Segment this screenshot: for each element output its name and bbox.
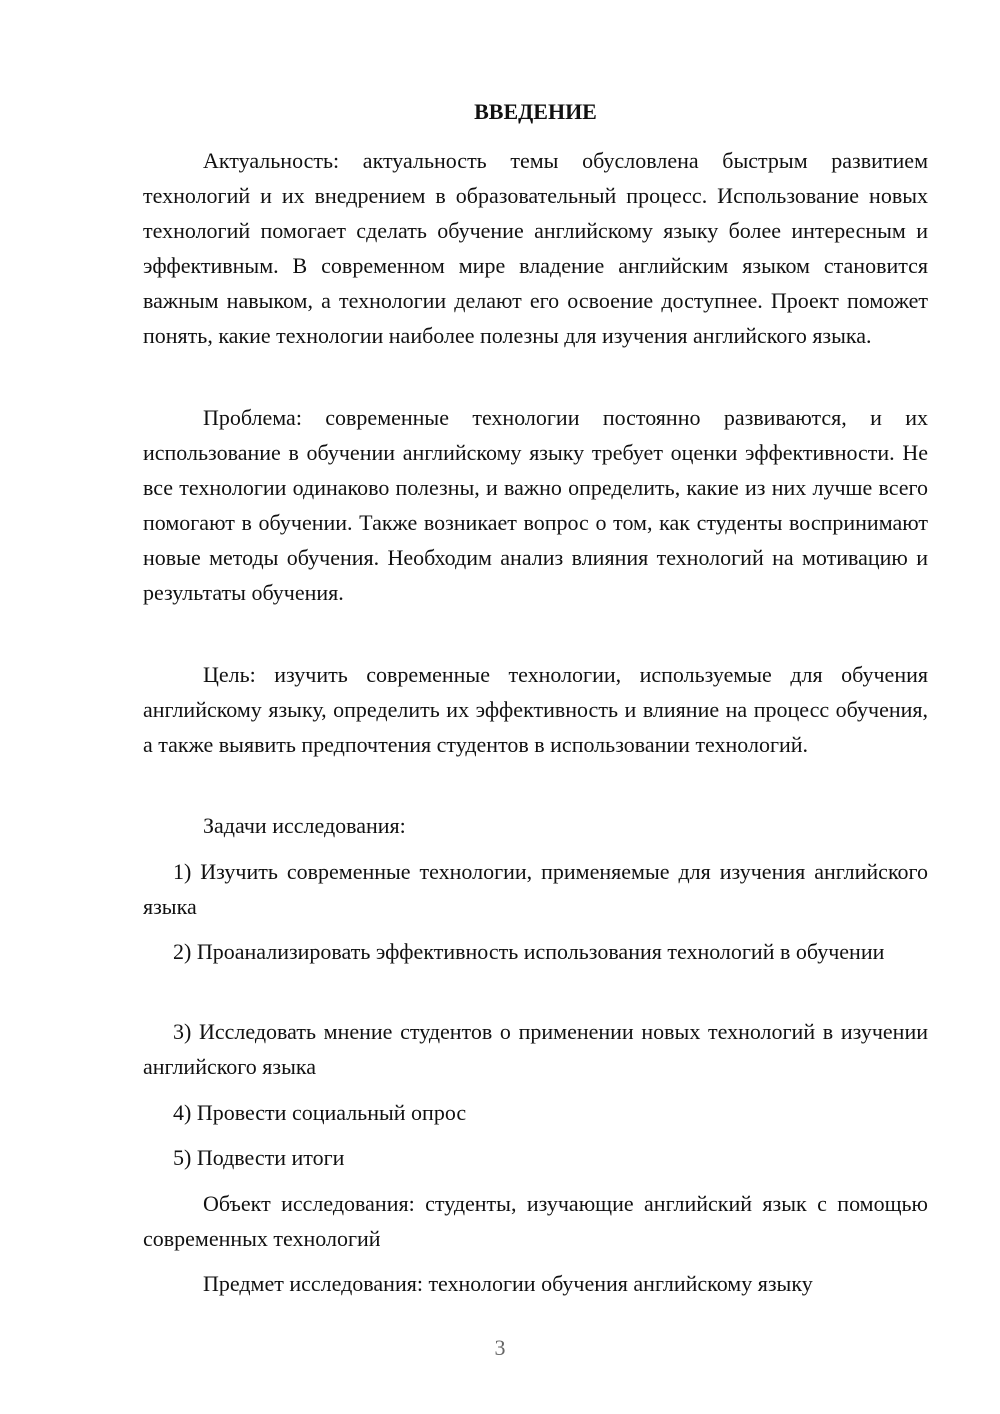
task-item-4: 4) Провести социальный опрос <box>173 1100 467 1125</box>
relevance-paragraph: Актуальность: актуальность темы обусловлена быстрым развитием технологий и их внедрением в образовательный процесс. Использование новых технологий помогает сделать обучение английскому языку более интересным и эффективным. В современном мире владение английским языком становится важным навыком, а технологии делают его освоение доступнее. Проект поможет понять, какие технологии наиболее полезны для изучения английского языка. <box>143 148 928 348</box>
task-item-2: 2) Проанализировать эффективность использования технологий в обучении <box>173 939 885 964</box>
goal-paragraph: Цель: изучить современные технологии, используемые для обучения английскому языку, определить их эффективность и влияние на процесс обучения, а также выявить предпочтения студентов в использовании технологий. <box>143 662 928 757</box>
object-paragraph: Объект исследования: студенты, изучающие английский язык с помощью современных технологий <box>143 1191 928 1251</box>
task-item-5: 5) Подвести итоги <box>173 1145 345 1170</box>
task-item-1: 1) Изучить современные технологии, применяемые для изучения английского языка <box>143 859 928 919</box>
page-title: ВВЕДЕНИЕ <box>474 99 597 124</box>
problem-paragraph: Проблема: современные технологии постоянно развиваются, и их использование в обучении английскому языку требует оценки эффективности. Не все технологии одинаково полезны, и важно определить, какие из них лучше всего помогают в обучении. Также возникает вопрос о том, как студенты воспринимают новые методы обучения. Необходим анализ влияния технологий на мотивацию и результаты обучения. <box>143 405 928 605</box>
tasks-heading: Задачи исследования: <box>203 813 406 838</box>
page-number: 3 <box>494 1335 506 1360</box>
task-item-3: 3) Исследовать мнение студентов о применении новых технологий в изучении английского языка <box>143 1019 928 1079</box>
subject-paragraph: Предмет исследования: технологии обучения английскому языку <box>203 1271 813 1296</box>
